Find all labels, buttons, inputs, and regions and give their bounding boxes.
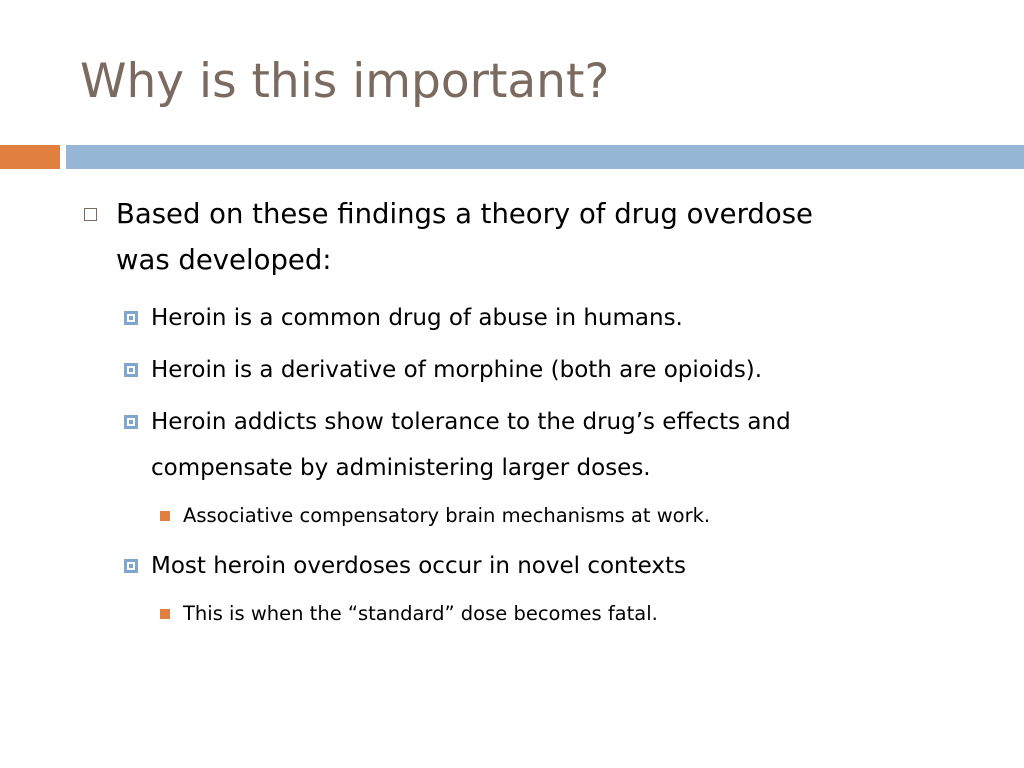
blue-square-bullet-icon [124,363,138,377]
hollow-square-bullet-icon [84,208,97,221]
sub-bullet-2: Heroin is a derivative of morphine (both are opioids). [151,357,763,383]
sub-bullet-4: Most heroin overdoses occur in novel contexts [151,553,687,579]
orange-square-bullet-icon [160,609,170,619]
orange-square-bullet-icon [160,511,170,521]
blue-square-bullet-icon [124,559,138,573]
main-bullet-line-2: was developed: [116,244,332,276]
main-bullet-line-1: Based on these findings a theory of drug overdose [116,198,813,230]
blue-square-bullet-icon [124,415,138,429]
sub-bullet-3-detail: Associative compensatory brain mechanisms at work. [183,504,711,527]
sub-bullet-1: Heroin is a common drug of abuse in humans. [151,305,683,331]
sub-bullet-3-line-1: Heroin addicts show tolerance to the drug’s effects and [151,409,791,435]
sub-bullet-3-line-2: compensate by administering larger doses. [151,455,651,481]
slide-title: Why is this important? [80,54,610,109]
blue-square-bullet-icon [124,311,138,325]
sub-bullet-4-detail: This is when the “standard” dose becomes fatal. [183,602,658,625]
